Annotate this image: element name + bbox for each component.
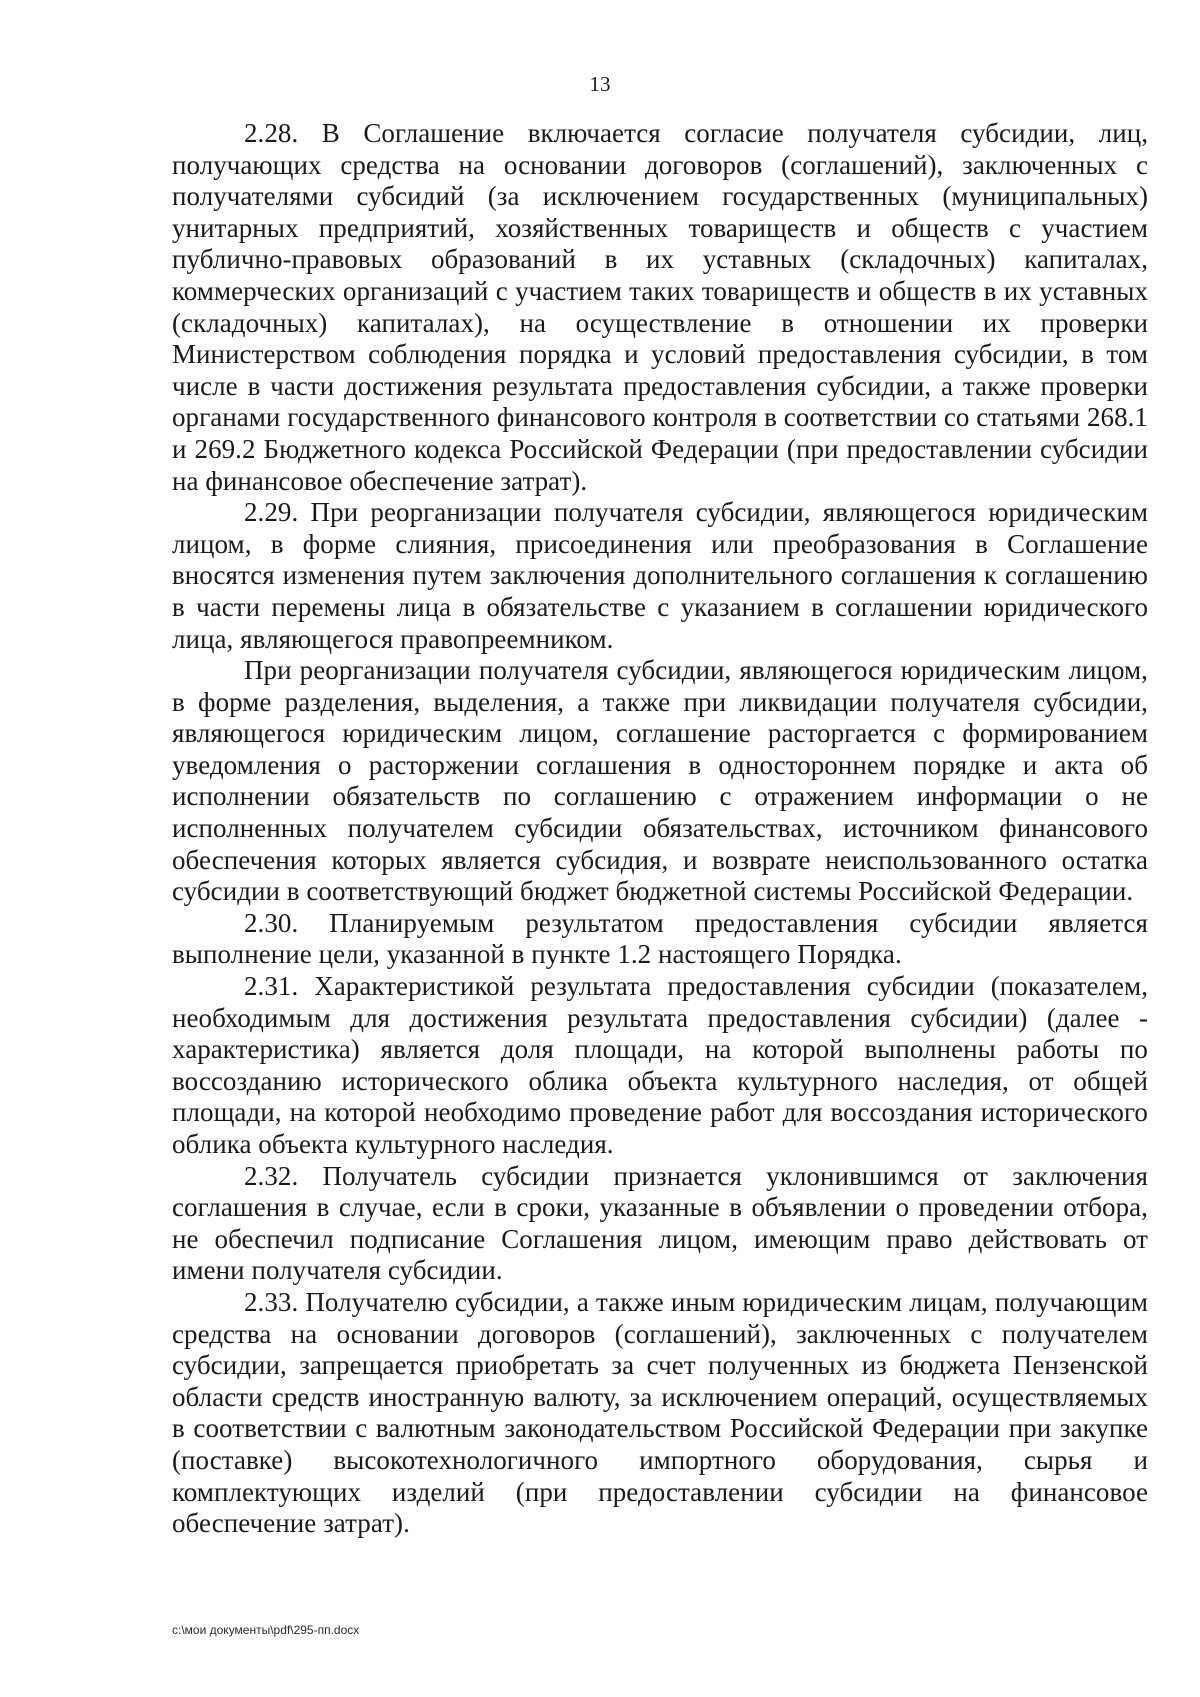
footer-file-path: c:\мои документы\pdf\295-пп.docx — [172, 1623, 360, 1637]
paragraph-2-33: 2.33. Получателю субсидии, а также иным юридическим лицам, получающим средства на основании договоров (соглашений), заключенных с получателем субсидии, запрещается приобретать за счет полученных из бюджета Пензенской области средств иностранную валюту, за исключением операций, осуществляемых в соответствии с валютным законодательством Российской Федерации при закупке (поставке) высокотехнологичного импортного оборудования, сырья и комплектующих изделий (при предоставлении субсидии на финансовое обеспечение затрат). — [172, 1286, 1148, 1539]
paragraph-reorganization-division: При реорганизации получателя субсидии, являющегося юридическим лицом, в форме разделения, выделения, а также при ликвидации получателя субсидии, являющегося юридическим лицом, соглашение расторгается с формированием уведомления о расторжении соглашения в одностороннем порядке и акта об исполнении обязательств по соглашению с отражением информации о не исполненных получателем субсидии обязательствах, источником финансового обеспечения которых является субсидия, и возврате неиспользованного остатка субсидии в соответствующий бюджет бюджетной системы Российской Федерации. — [172, 655, 1148, 907]
paragraph-2-30: 2.30. Планируемым результатом предоставления субсидии является выполнение цели, указанной в пункте 1.2 настоящего Порядка. — [172, 907, 1148, 970]
paragraph-2-28: 2.28. В Соглашение включается согласие получателя субсидии, лиц, получающих средства на основании договоров (соглашений), заключенных с получателями субсидий (за исключением государственных (муниципальных) унитарных предприятий, хозяйственных товариществ и обществ с участием публично-правовых образований в их уставных (складочных) капиталах, коммерческих организаций с участием таких товариществ и обществ в их уставных (складочных) капиталах), на осуществление в отношении их проверки Министерством соблюдения порядка и условий предоставления субсидии, в том числе в части достижения результата предоставления субсидии, а также проверки органами государственного финансового контроля в соответствии со статьями 268.1 и 269.2 Бюджетного кодекса Российской Федерации (при предоставлении субсидии на финансовое обеспечение затрат). — [172, 118, 1148, 496]
document-body — [172, 118, 1148, 1540]
paragraph-2-31: 2.31. Характеристикой результата предоставления субсидии (показателем, необходимым для достижения результата предоставления субсидии) (далее - характеристика) является доля площади, на которой выполнены работы по воссозданию исторического облика объекта культурного наследия, от общей площади, на которой необходимо проведение работ для воссоздания исторического облика объекта культурного наследия. — [172, 971, 1148, 1159]
paragraph-2-32: 2.32. Получатель субсидии признается уклонившимся от заключения соглашения в случае, если в сроки, указанные в объявлении о проведении отбора, не обеспечил подписание Соглашения лицом, имеющим право действовать от имени получателя субсидии. — [172, 1160, 1148, 1286]
page-number: 13 — [589, 72, 611, 96]
paragraph-2-29: 2.29. При реорганизации получателя субсидии, являющегося юридическим лицом, в форме слияния, присоединения или преобразования в Соглашение вносятся изменения путем заключения дополнительного соглашения к соглашению в части перемены лица в обязательстве с указанием в соглашении юридического лица, являющегося правопреемником. — [172, 497, 1148, 654]
